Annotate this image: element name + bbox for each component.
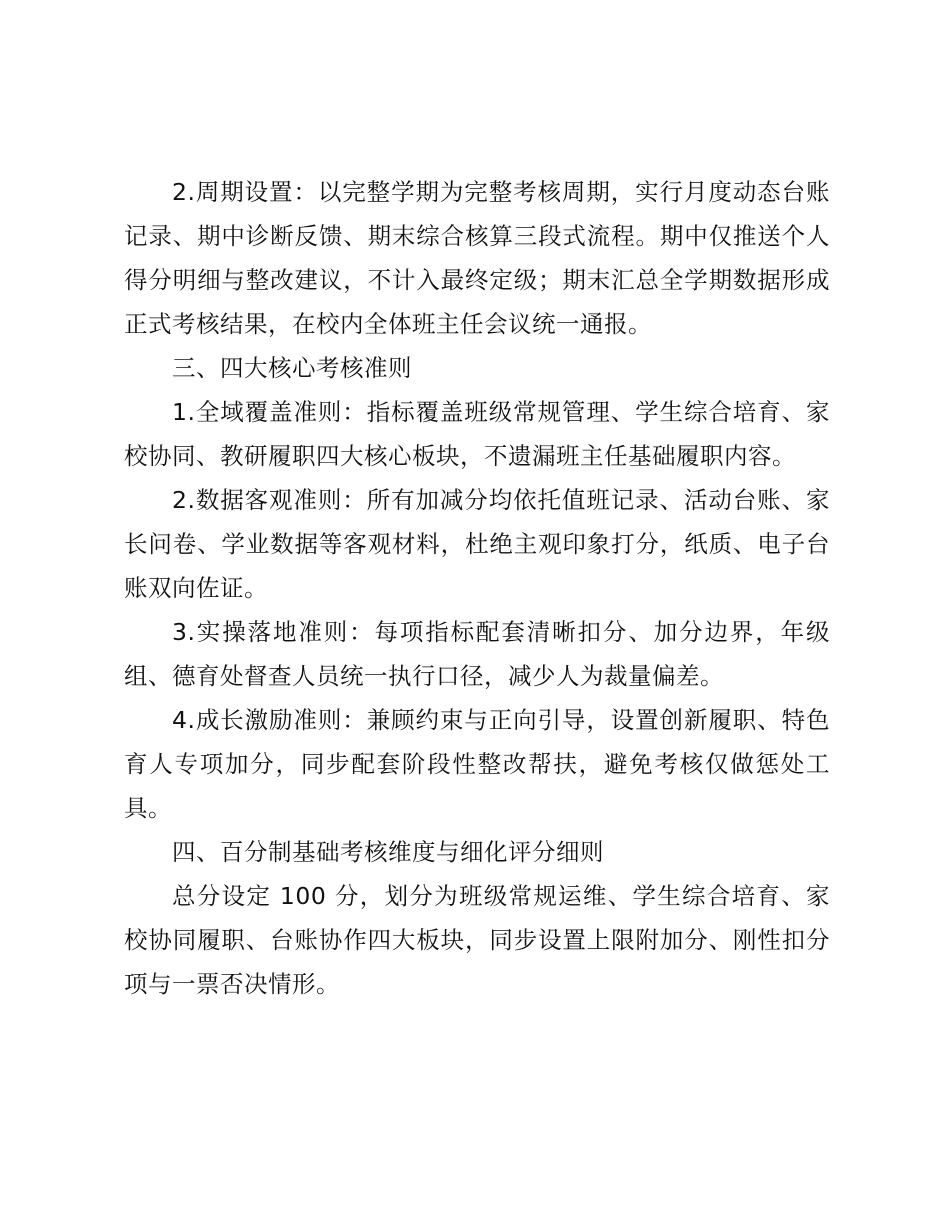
paragraph-total-score: 总分设定 100 分，划分为班级常规运维、学生综合培育、家校协同履职、台账协作四大板块，同步设置上限附加分、刚性扣分项与一票否决情形。	[124, 882, 830, 998]
section-heading-core-principles: 三、四大核心考核准则	[172, 354, 412, 382]
section-heading-scoring-dimensions: 四、百分制基础考核维度与细化评分细则	[172, 838, 604, 866]
paragraph-coverage-principle: 1.全域覆盖准则：指标覆盖班级常规管理、学生综合培育、家校协同、教研履职四大核心板块，不遗漏班主任基础履职内容。	[124, 398, 830, 470]
paragraph-objective-data-principle: 2.数据客观准则：所有加减分均依托值班记录、活动台账、家长问卷、学业数据等客观材料，杜绝主观印象打分，纸质、电子台账双向佐证。	[124, 486, 830, 602]
document-body	[124, 170, 830, 1006]
paragraph-practical-principle: 3.实操落地准则：每项指标配套清晰扣分、加分边界，年级组、德育处督查人员统一执行口径，减少人为裁量偏差。	[124, 618, 830, 690]
paragraph-incentive-principle: 4.成长激励准则：兼顾约束与正向引导，设置创新履职、特色育人专项加分，同步配套阶段性整改帮扶，避免考核仅做惩处工具。	[124, 706, 830, 822]
paragraph-period-setting: 2.周期设置：以完整学期为完整考核周期，实行月度动态台账记录、期中诊断反馈、期末综合核算三段式流程。期中仅推送个人得分明细与整改建议，不计入最终定级；期末汇总全学期数据形成正式考核结果，在校内全体班主任会议统一通报。	[124, 178, 830, 338]
